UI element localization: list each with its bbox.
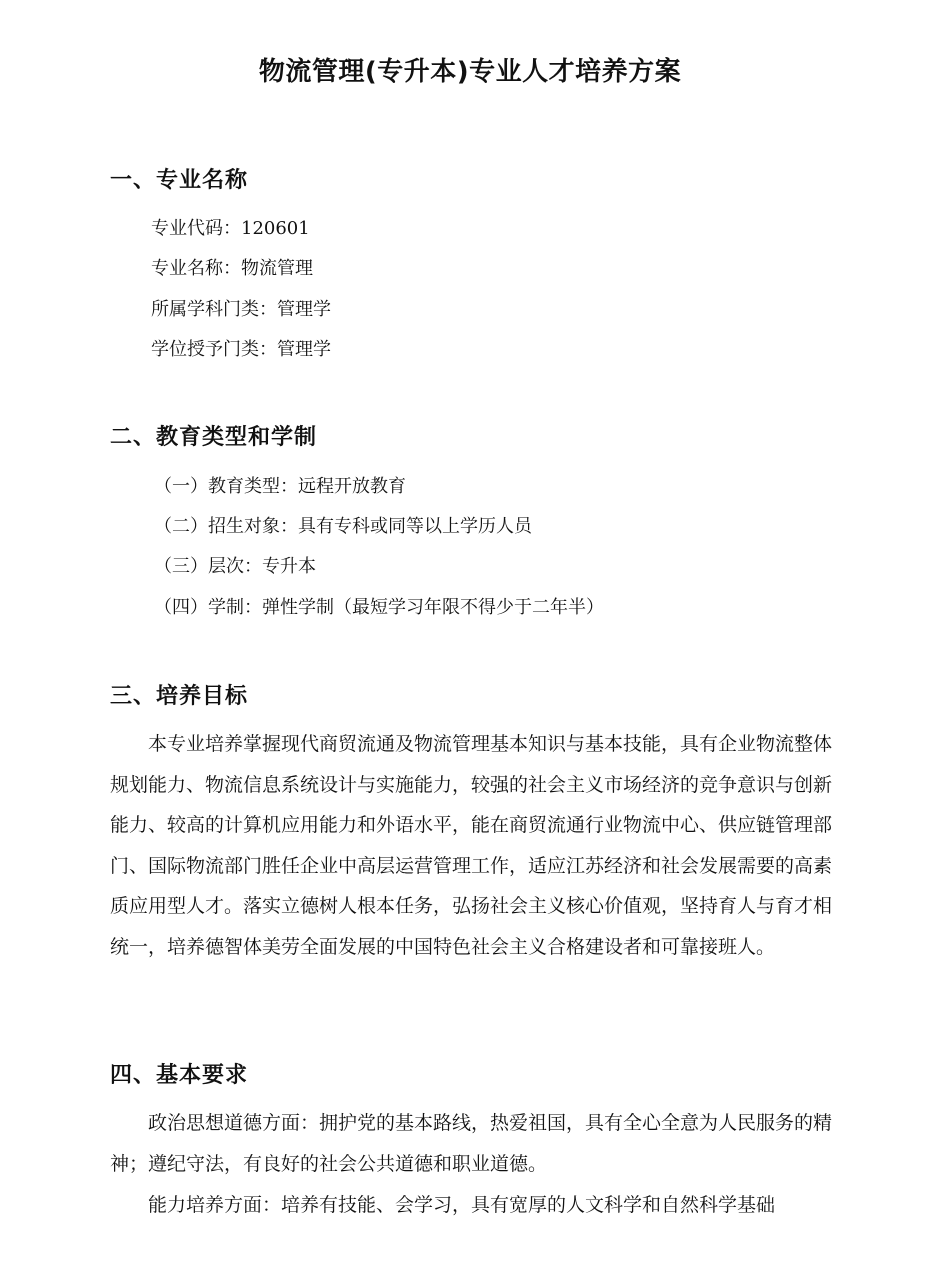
section-heading-major-name: 一、专业名称 [110,168,249,193]
political-requirement-paragraph: 政治思想道德方面：拥护党的基本路线，热爱祖国，具有全心全意为人民服务的精神；遵纪守法，有良好的社会公共道德和职业道德。 [110,1112,833,1175]
education-type-line: （一）教育类型：远程开放教育 [154,476,406,497]
section-heading-basic-requirements: 四、基本要求 [110,1063,249,1088]
discipline-category-line: 所属学科门类：管理学 [151,299,331,320]
ability-requirement-paragraph: 能力培养方面：培养有技能、会学习，具有宽厚的人文科学和自然科学基础 [148,1194,776,1216]
major-code-line: 专业代码：120601 [151,218,310,239]
enrollment-target-line: （二）招生对象：具有专科或同等以上学历人员 [154,516,532,537]
section-heading-education-type: 二、教育类型和学制 [110,425,318,450]
major-name-line: 专业名称：物流管理 [151,258,313,279]
document-title: 物流管理(专升本)专业人才培养方案 [258,57,682,87]
training-goal-paragraph: 本专业培养掌握现代商贸流通及物流管理基本知识与基本技能，具有企业物流整体规划能力、物流信息系统设计与实施能力，较强的社会主义市场经济的竞争意识与创新能力、较高的计算机应用能力和外语水平，能在商贸流通行业物流中心、供应链管理部门、国际物流部门胜任企业中高层运营管理工作，适应江苏经济和社会发展需要的高素质应用型人才。落实立德树人根本任务，弘扬社会主义核心价值观，坚持育人与育才相统一，培养德智体美劳全面发展的中国特色社会主义合格建设者和可靠接班人。 [110,733,833,958]
level-line: （三）层次：专升本 [154,556,316,577]
degree-category-line: 学位授予门类：管理学 [151,339,331,360]
study-system-line: （四）学制：弹性学制（最短学习年限不得少于二年半） [154,597,604,618]
section-heading-training-goal: 三、培养目标 [110,684,249,709]
